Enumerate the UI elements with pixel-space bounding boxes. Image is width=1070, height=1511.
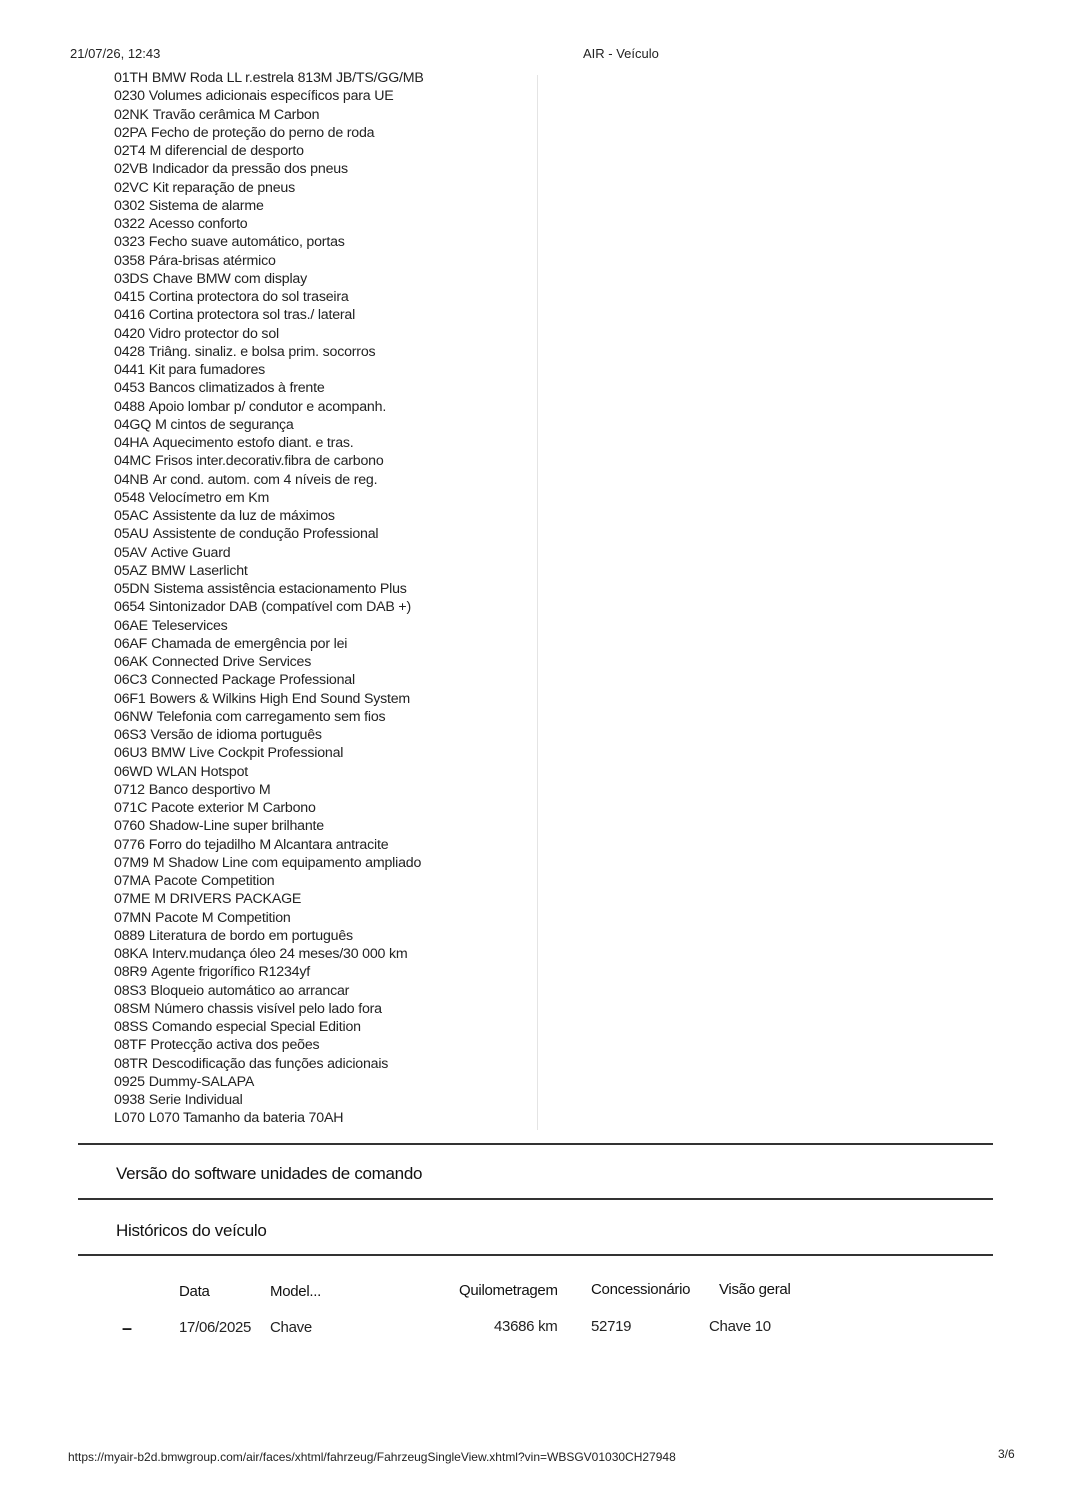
option-code: 0420 [114,325,145,342]
option-code: 07M9 [114,854,149,871]
option-description: Assistente de condução Professional [152,526,379,543]
section-divider [78,1254,993,1256]
option-description: Cortina protectora do sol traseira [148,289,349,305]
option-description: M cintos de segurança [155,416,294,433]
option-item [114,890,424,908]
print-datetime: 21/07/26, 12:43 [70,46,161,61]
option-description: Bloqueio automático ao arrancar [150,982,350,999]
option-item [114,945,424,963]
option-item [114,617,424,635]
option-item [114,544,424,562]
option-code: 02PA [114,124,147,141]
option-code: 0322 [114,216,145,232]
option-code: 08SS [114,1019,148,1035]
option-description: Indicador da pressão dos pneus [151,161,348,178]
option-description: Velocímetro em Km [148,489,270,506]
option-description: Volumes adicionais específicos para UE [148,88,394,105]
option-item [114,909,424,927]
option-description: Pacote Competition [154,873,275,889]
history-model-cell: Chave [270,1319,312,1336]
option-description: Frisos inter.decorativ.fibra de carbono [155,453,384,470]
option-item [114,106,424,124]
option-item [114,325,424,343]
option-item [114,854,424,872]
option-code: 07MN [114,909,152,926]
option-description: L070 Tamanho da bateria 70AH [148,1110,344,1127]
option-code: 06AK [114,654,148,670]
option-description: Chamada de emergência por lei [151,635,348,652]
option-description: Telefonia com carregamento sem fios [156,708,386,725]
option-code: 02T4 [114,143,146,159]
history-overview-cell: Chave 10 [709,1318,771,1335]
option-description: Comando especial Special Edition [151,1019,361,1035]
option-code: 0654 [114,599,145,616]
option-item [114,963,424,981]
option-description: Chave BMW com display [152,270,307,287]
column-header-model[interactable]: Model... [270,1283,321,1300]
column-header-overview[interactable]: Visão geral [719,1281,791,1298]
option-code: 06S3 [114,727,147,743]
option-description: Pacote exterior M Carbono [151,800,316,816]
history-dealer-cell: 52719 [591,1318,632,1335]
option-description: Descodificação das funções adicionais [151,1055,389,1072]
option-description: Kit para fumadores [148,362,266,378]
option-item [114,1018,424,1036]
option-description: Fecho de proteção do perno de roda [150,124,375,141]
option-description: Assistente da luz de máximos [152,508,335,524]
section-divider [78,1198,993,1200]
option-description: BMW Laserlicht [151,562,248,579]
option-code: 0760 [114,818,145,835]
page-number: 3/6 [998,1447,1015,1461]
option-description: M Shadow Line com equipamento ampliado [152,854,422,871]
option-item [114,982,424,1000]
option-item [114,580,424,598]
option-description: Cortina protectora sol tras./ lateral [148,307,356,324]
option-description: Número chassis visível pelo lado fora [154,1000,382,1017]
option-code: 0230 [114,88,145,105]
option-item [114,471,424,489]
option-item [114,781,424,799]
option-item [114,1000,424,1018]
option-code: 08TR [114,1055,148,1072]
option-item [114,562,424,580]
option-item [114,197,424,215]
column-header-date[interactable]: Data [179,1283,210,1300]
option-code: 07MA [114,873,151,889]
column-header-dealer[interactable]: Concessionário [591,1281,691,1298]
option-item [114,69,424,87]
option-item [114,288,424,306]
option-description: Bancos climatizados à frente [148,380,325,397]
option-description: Apoio lombar p/ condutor e acompanh. [148,398,387,415]
option-item [114,361,424,379]
option-description: Triâng. sinaliz. e bolsa prim. socorros [148,343,376,360]
option-item [114,817,424,835]
history-mileage-cell: 43686 km [494,1318,558,1335]
option-item [114,489,424,507]
option-code: 06AE [114,617,148,634]
collapse-row-button[interactable]: – [122,1318,133,1338]
option-item [114,452,424,470]
option-description: Ar cond. autom. com 4 níveis de reg. [152,471,378,488]
option-code: 06F1 [114,690,146,707]
option-description: Fecho suave automático, portas [148,234,345,251]
option-item [114,416,424,434]
option-description: BMW Roda LL r.estrela 813M JB/TS/GG/MB [151,70,424,86]
option-code: 02VB [114,161,148,178]
option-description: Travão cerâmica M Carbon [152,106,320,123]
option-item [114,343,424,361]
option-item [114,744,424,762]
option-code: 08S3 [114,982,147,999]
option-description: Aquecimento estofo diant. e tras. [152,435,354,451]
option-item [114,1091,424,1109]
option-description: Versão de idioma português [150,727,322,743]
option-item [114,763,424,781]
option-code: 07ME [114,891,151,908]
option-code: 0441 [114,362,145,378]
option-item [114,87,424,105]
option-description: Literatura de bordo em português [148,927,353,944]
option-code: 05AZ [114,562,148,579]
option-code: 0428 [114,343,145,360]
option-item [114,836,424,854]
option-item [114,379,424,397]
option-item [114,872,424,890]
option-description: Serie Individual [148,1092,243,1108]
option-code: 05AC [114,508,149,524]
option-code: 04MC [114,453,152,470]
option-description: Active Guard [150,544,231,561]
option-code: 06U3 [114,745,148,762]
history-section-header[interactable]: Históricos do veículo [116,1221,267,1240]
option-code: 04HA [114,435,149,451]
option-item [114,1109,424,1127]
option-item [114,215,424,233]
option-code: L070 [114,1110,145,1127]
option-item [114,708,424,726]
option-item [114,1055,424,1073]
option-code: 0415 [114,289,145,305]
option-item [114,507,424,525]
option-code: 04GQ [114,416,152,433]
option-code: 06C3 [114,672,148,689]
column-header-mileage[interactable]: Quilometragem [459,1282,558,1299]
option-description: Pára-brisas atérmico [148,252,276,269]
option-description: M diferencial de desporto [149,143,304,159]
option-code: 0302 [114,197,145,214]
option-code: 06NW [114,708,153,725]
option-code: 08KA [114,946,148,962]
option-description: BMW Live Cockpit Professional [151,745,344,762]
option-item [114,927,424,945]
option-description: Dummy-SALAPA [148,1073,255,1090]
option-item [114,598,424,616]
option-description: Forro do tejadilho M Alcantara antracite [148,836,389,853]
option-code: 0416 [114,307,145,324]
option-code: 0889 [114,927,145,944]
column-divider [537,75,538,1130]
option-item [114,690,424,708]
page-title: AIR - Veículo [583,46,659,61]
option-description: Banco desportivo M [148,781,271,798]
option-item [114,306,424,324]
options-list [114,69,424,1128]
option-description: Kit reparação de pneus [152,179,296,196]
option-description: WLAN Hotspot [156,763,249,780]
section-divider [78,1143,993,1145]
option-description: Sistema de alarme [148,197,264,214]
option-code: 08R9 [114,964,148,981]
option-description: Protecção activa dos peões [150,1037,320,1054]
option-code: 0488 [114,398,145,415]
option-description: Connected Drive Services [151,654,312,670]
option-description: M DRIVERS PACKAGE [154,891,302,908]
option-description: Connected Package Professional [151,672,355,689]
option-description: Acesso conforto [148,216,248,232]
history-date-cell: 17/06/2025 [179,1319,252,1336]
option-code: 06WD [114,763,153,780]
option-code: 0712 [114,781,145,798]
option-description: Sintonizador DAB (compatível com DAB +) [148,599,412,616]
option-description: Sistema assistência estacionamento Plus [153,581,407,597]
option-item [114,142,424,160]
option-item [114,124,424,142]
option-code: 08SM [114,1000,151,1017]
option-code: 05AV [114,544,147,561]
option-description: Shadow-Line super brilhante [148,818,324,835]
option-code: 0938 [114,1092,145,1108]
option-code: 02VC [114,179,149,196]
option-item [114,1073,424,1091]
option-code: 0453 [114,380,145,397]
footer-url: https://myair-b2d.bmwgroup.com/air/faces/xhtml/fahrzeug/FahrzeugSingleView.xhtml?vin=WBSGV01030CH27948 [68,1450,676,1464]
option-item [114,726,424,744]
option-item [114,252,424,270]
option-description: Bowers & Wilkins High End Sound System [149,690,411,707]
option-code: 02NK [114,106,149,123]
option-code: 06AF [114,635,148,652]
option-code: 0548 [114,489,145,506]
option-description: Agente frigorífico R1234yf [151,964,310,981]
option-code: 0323 [114,234,145,251]
option-item [114,398,424,416]
option-item [114,179,424,197]
option-code: 05DN [114,581,150,597]
option-item [114,653,424,671]
option-code: 08TF [114,1037,147,1054]
option-item [114,525,424,543]
option-item [114,270,424,288]
option-item [114,233,424,251]
option-item [114,160,424,178]
option-item [114,799,424,817]
option-code: 0925 [114,1073,145,1090]
option-description: Vidro protector do sol [148,325,279,342]
option-code: 03DS [114,270,149,287]
option-description: Teleservices [151,617,228,634]
option-code: 071C [114,800,148,816]
option-code: 0776 [114,836,145,853]
option-description: Pacote M Competition [155,909,291,926]
option-item [114,434,424,452]
software-section-header[interactable]: Versão do software unidades de comando [116,1164,423,1183]
option-item [114,671,424,689]
option-code: 0358 [114,252,145,269]
option-description: Interv.mudança óleo 24 meses/30 000 km [151,946,408,962]
option-item [114,635,424,653]
option-code: 05AU [114,526,149,543]
option-code: 04NB [114,471,149,488]
option-code: 01TH [114,70,148,86]
option-item [114,1036,424,1054]
